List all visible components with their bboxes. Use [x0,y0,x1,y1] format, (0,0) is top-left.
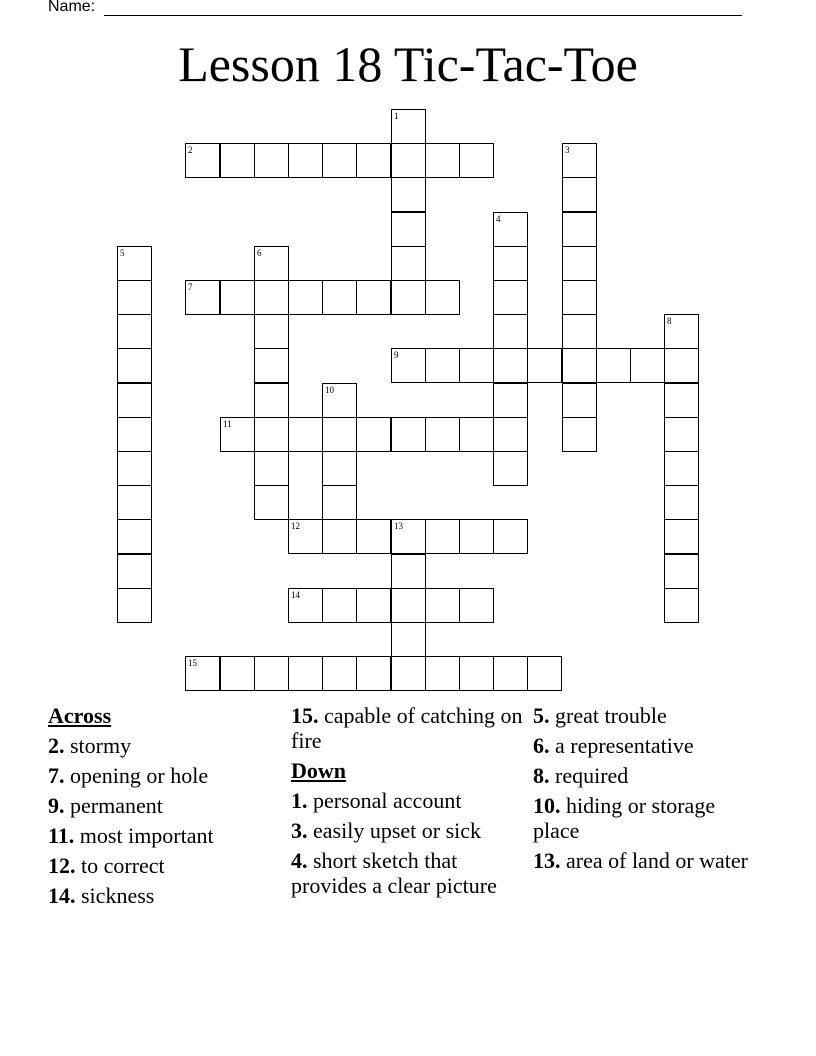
crossword-cell[interactable] [288,519,323,554]
clue-number: 10. [533,793,561,818]
crossword-cell[interactable] [664,554,699,589]
clue-number: 4. [291,848,308,873]
crossword-cell[interactable] [391,143,426,178]
crossword-cell[interactable] [527,656,562,691]
cell-number: 4 [496,214,501,224]
clue-text: to correct [81,853,165,878]
clue-down-5 [533,703,765,728]
cell-number: 15 [188,658,197,668]
crossword-cell[interactable] [288,656,323,691]
clue-text: required [555,763,629,788]
cell-number: 2 [188,145,193,155]
crossword-cell[interactable] [391,212,426,247]
crossword-cell[interactable] [459,519,494,554]
crossword-cell[interactable] [527,348,562,383]
clue-number: 14. [48,883,76,908]
crossword-cell[interactable] [562,383,597,418]
cell-number: 13 [394,521,403,531]
crossword-cell[interactable] [425,348,460,383]
clue-number: 9. [48,793,65,818]
clue-text: personal account [313,788,462,813]
crossword-cell[interactable] [322,143,357,178]
crossword-cell[interactable] [391,417,426,452]
crossword-cell[interactable] [562,348,597,383]
crossword-cell[interactable] [459,656,494,691]
clue-number: 5. [533,703,550,728]
clue-down-3 [291,818,523,843]
crossword-cell[interactable] [664,314,699,349]
crossword-cell[interactable] [493,280,528,315]
crossword-cell[interactable] [493,314,528,349]
crossword-cell[interactable] [254,314,289,349]
crossword-cell[interactable] [254,451,289,486]
crossword-cell[interactable] [391,588,426,623]
crossword-cell[interactable] [356,143,391,178]
crossword-cell[interactable] [664,383,699,418]
crossword-cell[interactable] [322,519,357,554]
clue-number: 8. [533,763,550,788]
down-heading: Down [291,758,347,783]
crossword-cell[interactable] [493,451,528,486]
clue-number: 12. [48,853,76,878]
clue-across-9 [48,793,280,818]
crossword-cell[interactable] [254,280,289,315]
crossword-cell[interactable] [117,554,152,589]
crossword-cell[interactable] [220,656,255,691]
crossword-cell[interactable] [425,519,460,554]
crossword-cell[interactable] [459,588,494,623]
cell-number: 9 [394,350,399,360]
crossword-cell[interactable] [254,656,289,691]
clue-number: 13. [533,848,561,873]
crossword-cell[interactable] [117,451,152,486]
crossword-cell[interactable] [664,588,699,623]
clue-down-13 [533,848,765,873]
crossword-cell[interactable] [185,656,220,691]
crossword-cell[interactable] [493,383,528,418]
crossword-cell[interactable] [322,383,357,418]
crossword-cell[interactable] [664,485,699,520]
clue-text: great trouble [555,703,667,728]
cell-number: 5 [120,248,125,258]
crossword-cell[interactable] [391,246,426,281]
crossword-cell[interactable] [254,383,289,418]
crossword-cell[interactable] [425,588,460,623]
clue-down-8 [533,763,765,788]
crossword-cell[interactable] [254,246,289,281]
clues-column-1 [48,703,280,913]
name-underline[interactable] [104,15,742,16]
cell-number: 14 [291,590,300,600]
clue-text: stormy [70,733,132,758]
cell-number: 3 [565,145,570,155]
clue-number: 15. [291,703,319,728]
crossword-cell[interactable] [664,417,699,452]
clue-text: most important [79,823,214,848]
clue-text: a representative [555,733,694,758]
crossword-cell[interactable] [117,314,152,349]
crossword-cell[interactable] [117,519,152,554]
crossword-cell[interactable] [391,348,426,383]
crossword-cell[interactable] [459,348,494,383]
cell-number: 12 [291,521,300,531]
crossword-cell[interactable] [322,417,357,452]
crossword-cell[interactable] [664,451,699,486]
clue-text: hiding or storage place [533,793,716,843]
name-label: Name: [48,0,96,15]
clue-text: opening or hole [70,763,209,788]
crossword-cell[interactable] [391,109,426,144]
crossword-cell[interactable] [322,656,357,691]
crossword-cell[interactable] [459,417,494,452]
crossword-cell[interactable] [562,280,597,315]
clue-down-6 [533,733,765,758]
crossword-cell[interactable] [562,246,597,281]
clue-down-1 [291,788,523,813]
crossword-cell[interactable] [425,656,460,691]
crossword-cell[interactable] [459,143,494,178]
clue-across-2 [48,733,280,758]
crossword-cell[interactable] [391,656,426,691]
crossword-cell[interactable] [322,280,357,315]
crossword-cell[interactable] [596,348,631,383]
crossword-cell[interactable] [117,417,152,452]
clue-across-14 [48,883,280,908]
clue-across-12 [48,853,280,878]
clue-number: 3. [291,818,308,843]
clue-number: 2. [48,733,65,758]
clue-number: 1. [291,788,308,813]
crossword-cell[interactable] [356,588,391,623]
crossword-cell[interactable] [322,588,357,623]
clue-text: sickness [81,883,155,908]
crossword-cell[interactable] [562,143,597,178]
crossword-cell[interactable] [356,656,391,691]
crossword-cell[interactable] [562,177,597,212]
cell-number: 11 [223,419,232,429]
crossword-cell[interactable] [117,348,152,383]
crossword-cell[interactable] [391,177,426,212]
crossword-cell[interactable] [664,348,699,383]
crossword-cell[interactable] [288,417,323,452]
crossword-cell[interactable] [391,554,426,589]
crossword-cell[interactable] [562,314,597,349]
crossword-cell[interactable] [117,246,152,281]
crossword-cell[interactable] [117,588,152,623]
crossword-cell[interactable] [117,383,152,418]
crossword-cell[interactable] [356,280,391,315]
crossword-cell[interactable] [117,485,152,520]
crossword-cell[interactable] [562,212,597,247]
crossword-cell[interactable] [185,280,220,315]
clue-across-15 [291,703,523,753]
clue-text: short sketch that provides a clear picture [291,848,497,898]
crossword-cell[interactable] [322,451,357,486]
page-title: Lesson 18 Tic-Tac-Toe [178,36,638,92]
clue-number: 7. [48,763,65,788]
crossword-cell[interactable] [220,417,255,452]
crossword-cell[interactable] [254,417,289,452]
cell-number: 7 [188,282,193,292]
crossword-cell[interactable] [117,280,152,315]
clue-across-7 [48,763,280,788]
crossword-cell[interactable] [493,246,528,281]
crossword-cell[interactable] [391,280,426,315]
clue-number: 6. [533,733,550,758]
cell-number: 10 [325,385,334,395]
crossword-cell[interactable] [493,519,528,554]
crossword-cell[interactable] [493,656,528,691]
crossword-cell[interactable] [425,417,460,452]
cell-number: 8 [667,316,672,326]
clue-text: capable of catching on fire [291,703,523,753]
crossword-cell[interactable] [356,519,391,554]
clue-text: easily upset or sick [313,818,482,843]
crossword-cell[interactable] [425,143,460,178]
crossword-cell[interactable] [664,519,699,554]
crossword-cell[interactable] [562,417,597,452]
clue-across-11 [48,823,280,848]
clue-down-4 [291,848,523,898]
clue-number: 11. [48,823,75,848]
crossword-cell[interactable] [391,622,426,657]
crossword-cell[interactable] [322,485,357,520]
clue-down-10 [533,793,765,843]
crossword-cell[interactable] [288,143,323,178]
crossword-cell[interactable] [185,143,220,178]
crossword-cell[interactable] [288,280,323,315]
clues-column-2 [291,703,523,903]
name-line [48,0,742,18]
clue-text: area of land or water [566,848,749,873]
crossword-cell[interactable] [356,417,391,452]
crossword-cell[interactable] [288,588,323,623]
crossword-cell[interactable] [493,417,528,452]
across-heading: Across [48,703,112,728]
crossword-cell[interactable] [391,519,426,554]
cell-number: 6 [257,248,262,258]
crossword-cell[interactable] [220,280,255,315]
crossword-cell[interactable] [493,348,528,383]
clue-text: permanent [70,793,163,818]
crossword-cell[interactable] [254,348,289,383]
clues-column-3 [533,703,765,878]
crossword-cell[interactable] [493,212,528,247]
crossword-cell[interactable] [254,485,289,520]
crossword-cell[interactable] [425,280,460,315]
crossword-cell[interactable] [220,143,255,178]
crossword-cell[interactable] [254,143,289,178]
cell-number: 1 [394,111,399,121]
crossword-cell[interactable] [630,348,665,383]
